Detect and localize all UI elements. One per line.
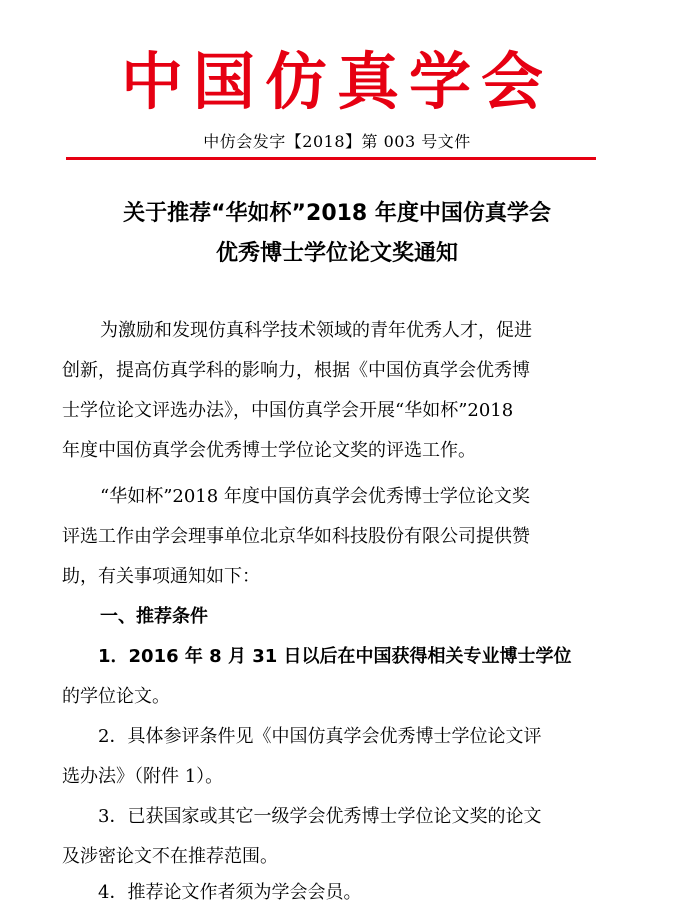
list-item-1-continued: 的学位论文。 bbox=[62, 686, 170, 707]
paragraph-line: 创新，提高仿真学科的影响力，根据《中国仿真学会优秀博 bbox=[62, 360, 530, 381]
list-item-2: 2．具体参评条件见《中国仿真学会优秀博士学位论文评 bbox=[98, 726, 542, 747]
list-item-3-continued: 及涉密论文不在推荐范围。 bbox=[62, 846, 278, 867]
notice-title-line-2: 优秀博士学位论文奖通知 bbox=[215, 241, 458, 266]
list-item-4: 4．推荐论文作者须为学会会员。 bbox=[98, 882, 362, 903]
notice-title-line-1: 关于推荐“华如杯”2018 年度中国仿真学会 bbox=[123, 201, 551, 226]
document-number: 中仿会发字【2018】第 003 号文件 bbox=[203, 132, 471, 151]
section-heading: 一、推荐条件 bbox=[100, 606, 208, 627]
paragraph-line: 评选工作由学会理事单位北京华如科技股份有限公司提供赞 bbox=[62, 526, 530, 547]
list-item-2-continued: 选办法》（附件 1）。 bbox=[62, 766, 224, 787]
list-item-3: 3．已获国家或其它一级学会优秀博士学位论文奖的论文 bbox=[98, 806, 542, 827]
paragraph-line: 士学位论文评选办法》，中国仿真学会开展“华如杯”2018 bbox=[62, 400, 514, 421]
paragraph-line: 助，有关事项通知如下： bbox=[62, 566, 260, 587]
red-divider bbox=[66, 157, 596, 160]
paragraph-line: 为激励和发现仿真科学技术领域的青年优秀人才，促进 bbox=[100, 320, 532, 341]
organization-letterhead: 中国仿真学会 bbox=[120, 45, 553, 118]
list-item-1: 1．2016 年 8 月 31 日以后在中国获得相关专业博士学位 bbox=[98, 646, 572, 667]
paragraph-line: “华如杯”2018 年度中国仿真学会优秀博士学位论文奖 bbox=[100, 486, 530, 507]
paragraph-line: 年度中国仿真学会优秀博士学位论文奖的评选工作。 bbox=[62, 440, 476, 461]
